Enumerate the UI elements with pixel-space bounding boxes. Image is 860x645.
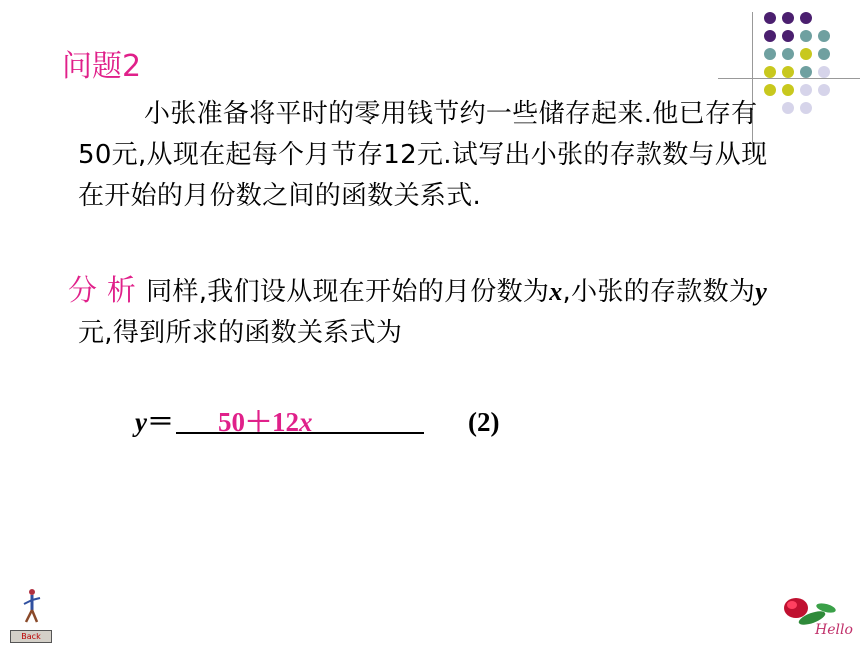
analysis-text-1: 同样,我们设从现在开始的月份数为 — [146, 277, 550, 307]
decorative-dot — [764, 66, 776, 78]
decorative-dot — [818, 48, 830, 60]
equation-number: (2) — [467, 407, 500, 437]
decorative-dot — [782, 12, 794, 24]
analysis-text-2: ,小张的存款数为 — [562, 277, 756, 307]
answer-number: 50＋12 — [217, 407, 299, 437]
walking-figure-icon — [20, 588, 44, 628]
decorative-dot — [818, 84, 830, 96]
decorative-dot — [800, 30, 812, 42]
analysis-paragraph — [68, 270, 768, 354]
analysis-label: 分 析 — [68, 273, 137, 307]
decorative-dot — [818, 66, 830, 78]
decorative-dot — [764, 30, 776, 42]
decorative-dot — [782, 84, 794, 96]
hello-label: Hello — [815, 622, 853, 638]
decorative-dot — [782, 30, 794, 42]
variable-y: y — [755, 277, 768, 306]
decorative-dot — [800, 66, 812, 78]
decorative-dot — [800, 12, 812, 24]
decorative-dot — [782, 102, 794, 114]
variable-x: x — [549, 277, 563, 306]
formula-lhs: y — [135, 407, 147, 437]
decorative-dot — [782, 48, 794, 60]
decorative-dot — [800, 84, 812, 96]
decorative-dot — [764, 48, 776, 60]
slide-title: 问题2 — [62, 49, 142, 84]
decorative-horizontal-line — [718, 78, 860, 79]
answer-variable: x — [298, 407, 313, 437]
formula-equals: ＝ — [146, 407, 174, 437]
decorative-dot — [818, 30, 830, 42]
answer-blank — [176, 406, 424, 437]
analysis-text-3: 元,得到所求的函数关系式为 — [78, 318, 403, 348]
problem-text: 小张准备将平时的零用钱节约一些储存起来.他已存有50元,从现在起每个月节存12元.试写出小张的存款数与从现在开始的月份数之间的函数关系式. — [78, 99, 768, 211]
back-button[interactable]: Back — [10, 630, 52, 643]
decorative-dot — [782, 66, 794, 78]
formula-line — [135, 406, 499, 438]
decorative-dot — [800, 48, 812, 60]
decorative-dot — [764, 12, 776, 24]
decorative-dot — [800, 102, 812, 114]
